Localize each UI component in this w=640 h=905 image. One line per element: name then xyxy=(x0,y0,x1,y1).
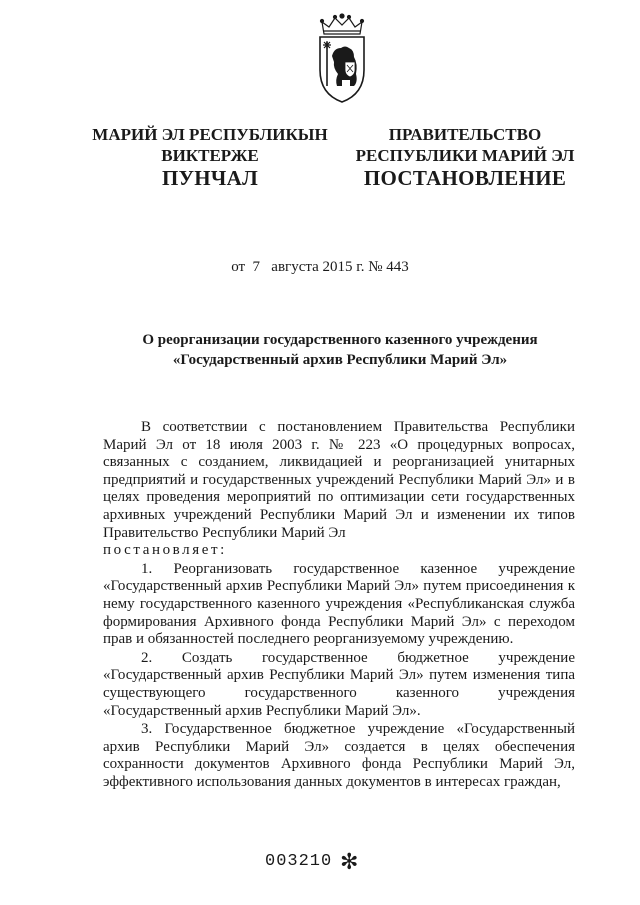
org-name-russian-line2: РЕСПУБЛИКИ МАРИЙ ЭЛ xyxy=(355,146,575,165)
document-title xyxy=(100,330,580,370)
document-body xyxy=(103,419,575,791)
doc-type-mari: ПУНЧАЛ xyxy=(161,166,259,190)
org-name-mari-line2: ВИКТЕРЖЕ xyxy=(161,146,259,165)
intro-paragraph: В соответствии с постановлением Правительства Республики Марий Эл от 18 июля 2003 г. № 223 «О процедурных вопросах, связанных с созданием, ликвидацией и реорганизацией унитарных предприятий и государственных учреждений Республики Марий Эл» и в целях проведения мероприятий по оптимизации сети государственных архивных учреждений Республики Марий Эл и изменении их типов Правительство Республики Марий Эл xyxy=(103,419,575,541)
snowflake-icon: ✻ xyxy=(340,850,359,875)
resolve-word: постановляет: xyxy=(103,542,227,559)
serial-number: 003210 xyxy=(265,852,333,871)
document-date-number: от 7 августа 2015 г. № 443 xyxy=(231,259,409,275)
item-1-paragraph: 1. Реорганизовать государственное казенное учреждение «Государственный архив Республики Марий Эл» путем присоединения к нему государственного казенного учреждения «Республиканская служба формирования Архивного фонда Республики Марий Эл» с переходом прав и обязанностей последнего реорганизуемому учреждению. xyxy=(103,560,575,648)
doc-type-russian: ПОСТАНОВЛЕНИЕ xyxy=(363,166,567,190)
document-title-line1: О реорганизации государственного казенного учреждения xyxy=(142,332,538,348)
item-2-paragraph: 2. Создать государственное бюджетное учреждение «Государственный архив Республики Марий Эл» путем изменения типа существующего государственного казенного учреждения «Государственный архив Республики Марий Эл». xyxy=(103,649,575,719)
document-title-line2: «Государственный архив Республики Марий Эл» xyxy=(172,352,508,368)
org-name-mari xyxy=(85,124,335,166)
item-3-paragraph: 3. Государственное бюджетное учреждение «Государственный архив Республики Марий Эл» создается в целях обеспечения сохранности документов Архивного фонда Республики Марий Эл, эффективного использования данных документов в интересах граждан, xyxy=(103,721,575,790)
org-name-mari-line1: МАРИЙ ЭЛ РЕСПУБЛИКЫН xyxy=(92,125,328,144)
org-name-russian xyxy=(330,124,600,166)
org-name-russian-line1: ПРАВИТЕЛЬСТВО xyxy=(388,125,542,144)
mari-el-coat-of-arms-icon xyxy=(314,12,370,104)
